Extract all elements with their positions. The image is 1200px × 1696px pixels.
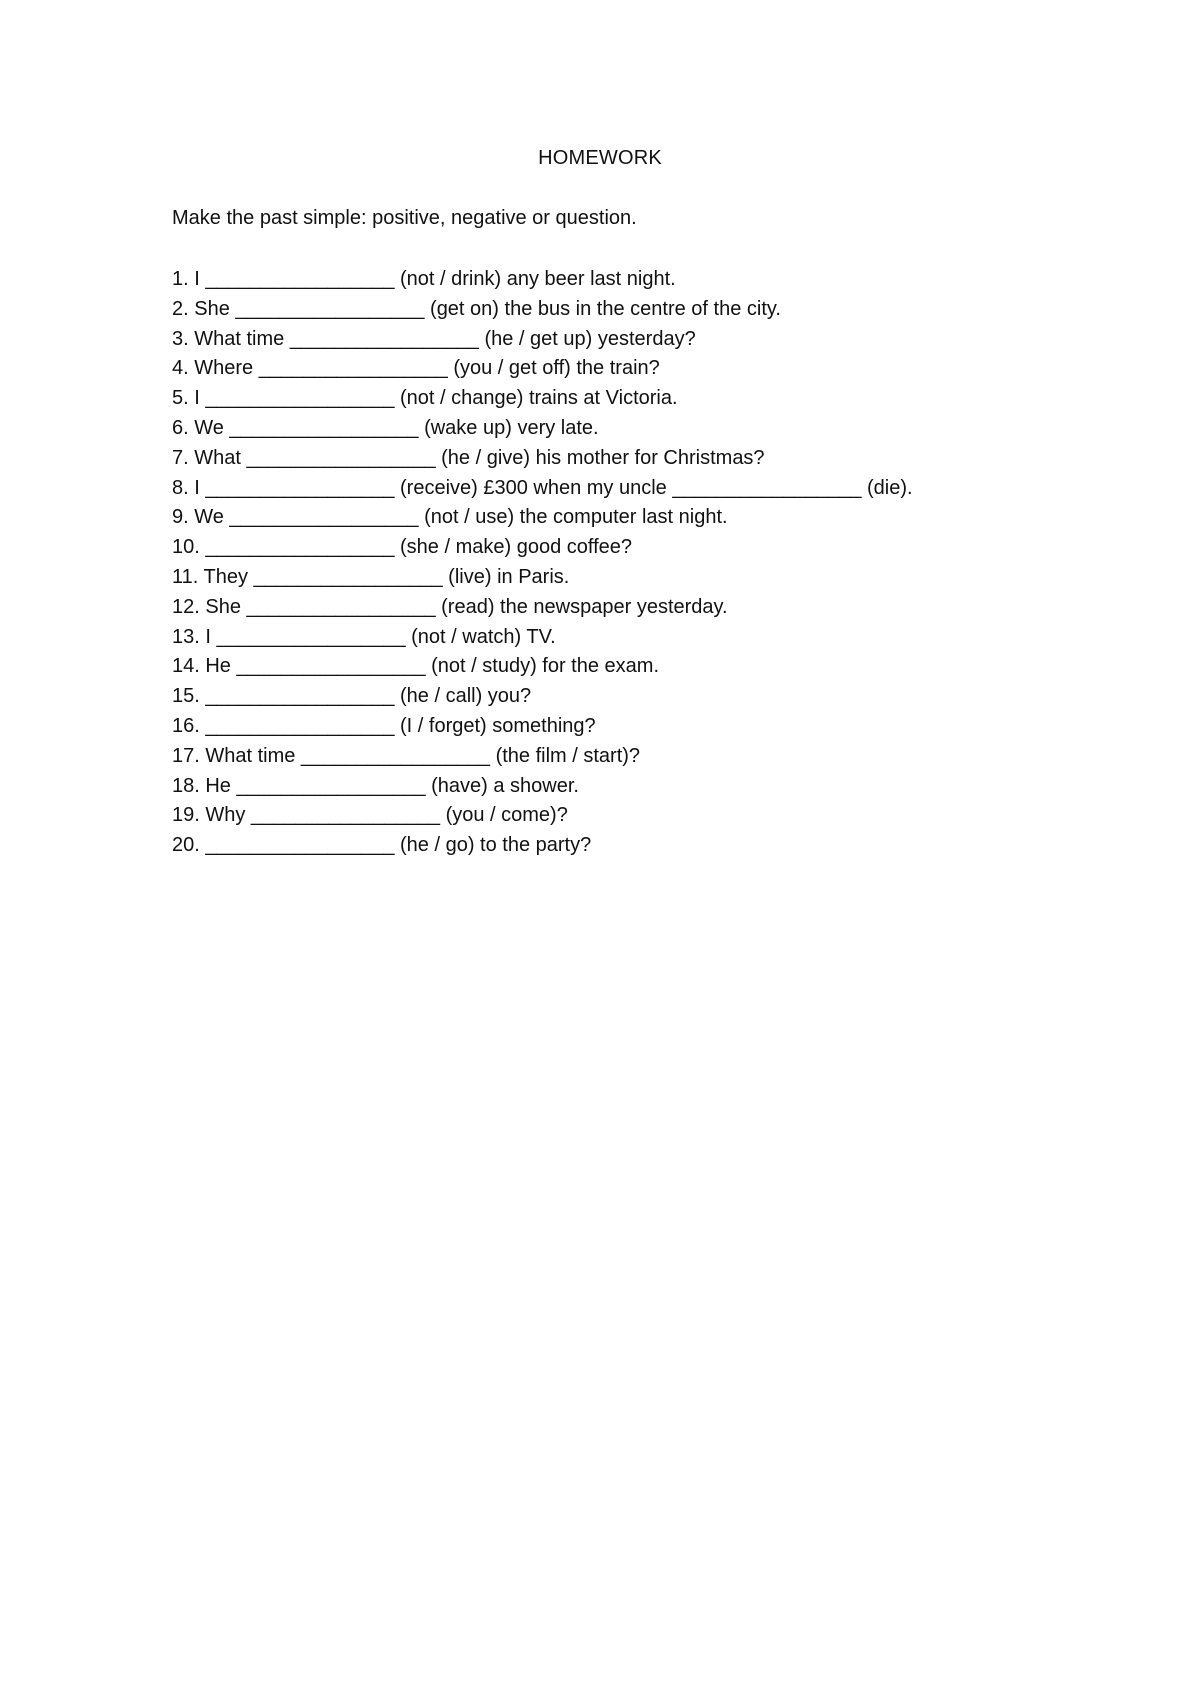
exercise-item-19: 19. Why _________________ (you / come)? xyxy=(172,804,568,827)
exercise-item-15: 15. _________________ (he / call) you? xyxy=(172,685,532,708)
exercise-item-13: 13. I _________________ (not / watch) TV. xyxy=(172,625,556,648)
exercise-item-9: 9. We _________________ (not / use) the computer last night. xyxy=(172,506,728,529)
exercise-item-10: 10. _________________ (she / make) good coffee? xyxy=(172,536,632,559)
exercise-item-6: 6. We _________________ (wake up) very late. xyxy=(172,416,599,439)
exercise-item-2: 2. She _________________ (get on) the bus in the centre of the city. xyxy=(172,297,781,320)
exercise-item-17: 17. What time _________________ (the film / start)? xyxy=(172,744,641,767)
exercise-list xyxy=(172,265,913,861)
exercise-item-16: 16. _________________ (I / forget) something? xyxy=(172,714,596,737)
exercise-item-8: 8. I _________________ (receive) £300 when my uncle _________________ (die). xyxy=(172,476,913,499)
exercise-item-18: 18. He _________________ (have) a shower. xyxy=(172,774,579,797)
exercise-item-12: 12. She _________________ (read) the newspaper yesterday. xyxy=(172,595,728,618)
exercise-item-20: 20. _________________ (he / go) to the party? xyxy=(172,834,592,857)
exercise-item-11: 11. They _________________ (live) in Paris. xyxy=(172,565,570,588)
exercise-item-3: 3. What time _________________ (he / get up) yesterday? xyxy=(172,327,696,350)
exercise-item-14: 14. He _________________ (not / study) for the exam. xyxy=(172,655,660,678)
exercise-item-5: 5. I _________________ (not / change) trains at Victoria. xyxy=(172,387,678,410)
exercise-item-1: 1. I _________________ (not / drink) any beer last night. xyxy=(172,268,676,290)
exercise-item-4: 4. Where _________________ (you / get off) the train? xyxy=(172,357,660,380)
document-title: HOMEWORK xyxy=(538,147,662,169)
instruction-text: Make the past simple: positive, negative or question. xyxy=(172,207,637,229)
exercise-item-7: 7. What _________________ (he / give) his mother for Christmas? xyxy=(172,446,765,469)
